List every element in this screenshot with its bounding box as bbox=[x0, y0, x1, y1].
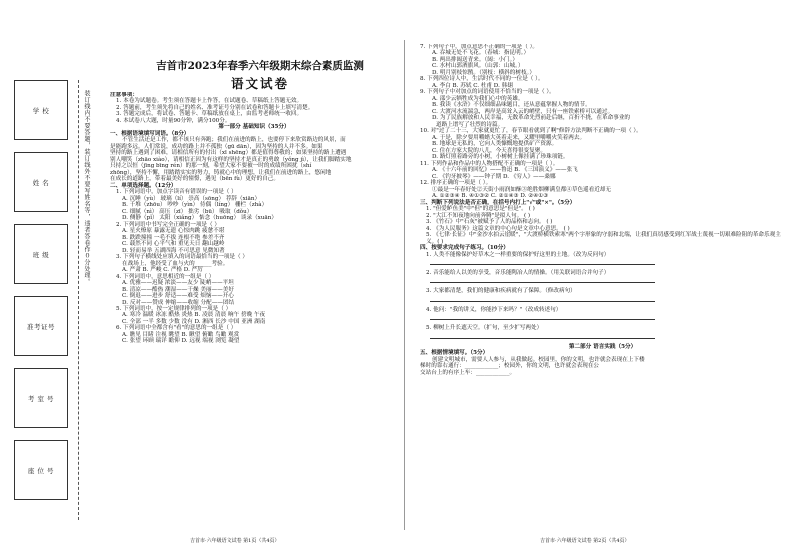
right-line: 三、判断下列说法是否正确，在括号内打上"√"或"×"。（5分） bbox=[420, 199, 576, 206]
right-line: 5. 《七律·长征》中"金沙水拍云崖暖"，"大渡桥横铁索寒"两个字形象的守弱和北端，让我们真切感受到红军战士蔑视一切艰难险阻的革命乐观主义。( ) bbox=[426, 232, 781, 245]
page-divider bbox=[404, 40, 405, 530]
left-line: B. 清凉——酷热 潮湿——干燥 美丽——美好 bbox=[122, 286, 234, 293]
left-line: B. 千堆（zhōu） 吵吵（yìn） 侍偶（líng） 栅栏（zhà） bbox=[122, 202, 268, 209]
right-line: A. ①②③④ B. ④①③② C. ②①④③ D. ②④①③ bbox=[432, 193, 549, 200]
right-line: A. 邵少云牺牲成为我们心中的英雄。 bbox=[432, 95, 524, 102]
right-line: 第二部分 语言实践（5分） bbox=[568, 343, 637, 350]
right-line: B. 我读《水浒》不仅细细品味题目，还从意蕴掌握人物的情节。 bbox=[432, 102, 591, 109]
right-line: 3. 大家都清楚，我们的健康和疾病就有了保障。（修改病句） bbox=[426, 288, 576, 295]
right-line: C. 《钓牙披琴》——钟子期 D. 《穷人》——桑娜 bbox=[432, 173, 556, 180]
right-line: A. 李白 B. 苏轼 C. 杜甫 D. 韩翃 bbox=[432, 82, 513, 89]
left-line: 二、单项选择题。（12分） bbox=[110, 182, 177, 189]
right-line: 2. "大江不知夜地向前奔腾"是拟人句。 ( ) bbox=[426, 212, 531, 219]
left-line: A. 寒冷 温暖 冰冻 酷热 炎热 B. 凌晨 清晨 晌午 傍晚 午夜 bbox=[122, 312, 266, 319]
name-field[interactable] bbox=[14, 152, 68, 212]
left-line: 一、根据语境填写词语。（8分） bbox=[110, 130, 190, 137]
left-line: C. 全部 一半 多数 少数 没有 D. 湘西 长沙 中国 亚洲 湖南 bbox=[122, 318, 266, 325]
left-line: 是能跑多远。人们常说，成功的路上并不孤独（gū dān），因为坚持的人并不多。如果 bbox=[110, 143, 323, 150]
right-line: 交站台上的有序上车：____________。 bbox=[420, 369, 516, 376]
left-line: C. 倒退——进步 舒适——难受 烦恼——开心 bbox=[122, 293, 234, 300]
notice-item: 3. 答题完成后，将试卷、答题卡、草稿纸放在桌上，由监考老师统一收回。 bbox=[116, 111, 303, 118]
school-field[interactable] bbox=[14, 80, 68, 140]
left-line: zhōng），坚持不懈，用踏踏实实的努力，铸就心中的理想，让我们在前进的路上，悠闲地 bbox=[110, 169, 332, 176]
right-line: C. 住在方家大院的八儿，今天喜得很变复聚。 bbox=[432, 147, 546, 154]
school-label: 学 校 bbox=[32, 106, 50, 115]
exam-room-field[interactable] bbox=[14, 368, 68, 428]
left-line: D. 反对——赞成 伸缩——收缩 分配——团结 bbox=[122, 299, 235, 306]
right-line: 3. 《竹石》中"石灰"被赋予了人的品格和志向。 ( ) bbox=[426, 219, 553, 226]
left-line: C. 细腻（nì） 高压（zī） 拙劣（bū） 吸取（dǒu） bbox=[122, 208, 253, 215]
seat-number-label: 座 位 号 bbox=[27, 466, 55, 475]
right-line: 1. 人类不能像保护好草木之一样重要的保护好这里的土地。（改为反问句） bbox=[426, 251, 610, 258]
right-line: 4. 他问："我的讲义，你能抄下来吗？"（改成转述句） bbox=[426, 306, 562, 313]
notice-item: 4. 本试卷八大题，时量90分钟，满分100分。 bbox=[116, 117, 231, 124]
right-line: D. 为了民族解放和人民幸福，无数革命先烈前赴后继，百折不挠，在革命事业的 bbox=[432, 115, 631, 122]
right-line: A. 于是，除夕要用嚼蜡大英着走来，又耀里嚼嚼火笑着两去。 bbox=[432, 134, 586, 141]
left-line: 4. 下列词语中，意思相近的一组是（ ） bbox=[116, 273, 215, 280]
right-line: 五、根据情境填写。（5分） bbox=[420, 350, 489, 357]
right-line: 2. 音乐能给人以美的享受，音乐能陶冶人的情操。（用关联词语合并句子） bbox=[426, 269, 610, 276]
exam-title: 吉首市2023年春季六年级期末综合素质监测 bbox=[156, 60, 364, 72]
right-page-footer: 吉首市·六年级语文试卷 第2页（共4页） bbox=[540, 538, 630, 544]
answer-line[interactable] bbox=[430, 258, 655, 265]
right-line: 四、按要求完成句子练习。（10分） bbox=[420, 245, 509, 252]
answer-line[interactable] bbox=[430, 332, 655, 339]
left-line: 5. 下列词语中，按一定规律排列的一项是（ ） bbox=[116, 305, 232, 312]
right-line: 5. 柳树上升长遮天空。（扩句，至少扩写两处） bbox=[426, 325, 543, 332]
left-line: 别人嘲笑（zhāo xiào），请相信正因为有这样的坚持才是真正的勇敢（yǒng jì），让我们脚踏实地 bbox=[110, 156, 352, 163]
right-line: B. 地球是无私的，它向人类慷慨地提供矿产资源。 bbox=[432, 141, 558, 148]
right-line: 11. 下列作品和作品中的人物搭配不正确的一项是（ ）。 bbox=[420, 160, 559, 167]
right-line: D. 明月别枝惊鹊。（别枝：横斜的树枝。） bbox=[432, 69, 535, 76]
notice-item: 1. 本卷为试题卷。考生须在答题卡上作答，在试题卷、草稿纸上答题无效。 bbox=[116, 98, 303, 105]
right-questions bbox=[420, 44, 785, 376]
seat-number-field[interactable] bbox=[14, 440, 68, 500]
class-field[interactable] bbox=[14, 224, 68, 284]
left-line: A. 严肃 B. 严峻 C. 严格 D. 严厉 bbox=[122, 267, 203, 274]
left-line: C. 载然不同 心平气和 重见天日 翻山越岭 bbox=[122, 241, 225, 248]
right-line: 4. 《为人民服务》这篇文章的中心句是文章中心意思。 ( ) bbox=[426, 225, 570, 232]
left-line: 只持之以恒（jīng bīng rén）的那一刻，希望大家不要被一时的成绩所困扰（shí bbox=[110, 163, 312, 170]
right-line: D. 路灯照着路旁的小树，小树树上像挂满了珍珠项链。 bbox=[432, 154, 569, 161]
answer-line[interactable] bbox=[430, 313, 655, 320]
seal-line-warning: 装订线内不要答题，装订线外不要写姓名等，违者答卷作０分处理。 bbox=[83, 90, 90, 285]
left-line: C. 张望 环顾 瑞详 瞻仰 D. 远视 端视 浏览 凝望 bbox=[122, 338, 240, 345]
right-line: B. 两出排闼送青来。（闼：小门。） bbox=[432, 56, 518, 63]
exam-subtitle: 语文试卷 bbox=[230, 76, 289, 91]
binding-sidebar bbox=[0, 80, 100, 520]
left-line: D. 侧静（pǐ） 太阳（xiǎng） 惦念（huōng） 谈录（xuān） bbox=[122, 215, 277, 222]
left-line: 1. 下列词语中，加点字读音有错误的一项是（ ） bbox=[116, 189, 237, 196]
left-line: 3. 下列句子横线处应填入的词语最恰当的一项是（ ） bbox=[116, 254, 248, 261]
right-line: ①最是一年春好处②天街小雨润如酥③绝胜烟柳满皇都④草色遥看近却无 bbox=[432, 186, 612, 193]
left-line: 不管生活还是工作，都不该只有奔跑；我们在前进的路上，也要停下来欣赏路边的风景，而 bbox=[122, 137, 346, 144]
exam-room-label: 考 室 号 bbox=[27, 394, 55, 403]
class-label: 班 级 bbox=[32, 250, 50, 259]
left-line: 坚持的路上遇到了困难，请相信所有的付出（xī shēng）都是值得尊敬的；如果坚持的路上遭遇 bbox=[110, 150, 347, 157]
left-line: 在战场上，他经受了血与火的______考验。 bbox=[122, 260, 229, 267]
right-line: 1. "但爱鲈鱼美"中"但"的意思是"但是"。 ( ) bbox=[426, 206, 535, 213]
name-label: 姓 名 bbox=[32, 178, 50, 187]
left-line: A. 沉睡（yù） 玻璃（lí） 崇高（sōng） 荐辞（xiān） bbox=[122, 195, 261, 202]
right-line: 8. 下列四位诗人中，生活时代不同的一位是（ ）。 bbox=[420, 76, 544, 83]
right-line: 9. 下列句子中对加点的词语使用不恰当的一项是（ ）。 bbox=[420, 89, 555, 96]
right-line: 7. 下列句子中，加点意思不正确的一项是（ ）。 bbox=[420, 44, 538, 50]
right-line: A. 吞城无处不飞花。（春城：指昆明。） bbox=[432, 50, 530, 57]
right-line: C. 大渡河水流湍急，两岸是高耸入云的峭壁，只有一座铁索桥可以通过。 bbox=[432, 108, 614, 115]
left-page-column bbox=[110, 92, 398, 532]
exam-number-label: 准考证号 bbox=[27, 322, 55, 331]
left-line: 在成长的道路上，带着最美好的憧憬，遇见（bēn fù）更好的自己。 bbox=[110, 176, 279, 183]
answer-line[interactable] bbox=[430, 276, 655, 283]
left-line: A. 优雅——迟疑 浓淡——友少 陡峭——平坦 bbox=[122, 280, 234, 287]
left-line: D. 轻而易举 五湖四海 不可思意 见微知著 bbox=[122, 247, 225, 254]
left-questions bbox=[110, 124, 398, 344]
right-line: 创建文明城市，需要人人参与，从我做起。校园里，你的文明，也许就会表现在上下楼 bbox=[432, 356, 645, 363]
answer-line[interactable] bbox=[430, 295, 655, 302]
notice-item: 2. 答题前，考生须先将自己的姓名、准考证号分别在试卷和答题卡上填写清楚。 bbox=[116, 104, 314, 111]
seal-dashed-line bbox=[78, 80, 79, 520]
right-line: C. 水村山郭酒旗风。（山郭：山城。） bbox=[432, 63, 524, 70]
left-line: 6. 下列词语中全都含有"看"的意思的一组是（ ） bbox=[116, 325, 237, 332]
left-line: 第一部分 基础知识（35分） bbox=[218, 124, 290, 131]
right-line: 道路上谱写了壮烈的诗篇。 bbox=[436, 121, 504, 128]
left-line: A. 瞧见 目睹 注视 眺望 B. 瞅望 俯瞰 鸟瞰 观赏 bbox=[122, 331, 240, 338]
left-line: 2. 下列词语中书写完全正确的一项是（ ） bbox=[116, 221, 220, 228]
right-line: 12. 排序正确的一项是（ ）。 bbox=[420, 180, 492, 187]
exam-number-field[interactable] bbox=[14, 296, 68, 356]
left-line: B. 跌跌撞撞 一毛不拔 连根不绝 参差不齐 bbox=[122, 234, 225, 241]
notice-heading: 注意事项： bbox=[110, 92, 138, 98]
right-line: A. 《十六年前的回忆》——鲁迅 B. 《三国演义》——张飞 bbox=[432, 167, 578, 174]
left-page-footer: 吉首市·六年级语文试卷 第1页（共4页） bbox=[190, 538, 280, 544]
right-line: 梯时的靠右通行：____________；校园外，你的文明，也许就会表现在公 bbox=[420, 363, 600, 370]
right-line: 10. 对"过了二十三，大家就更忙了，春节眼看就到了啊"修辞方法判断不正确的一项（ ）。 bbox=[420, 128, 642, 135]
right-page-column bbox=[420, 44, 785, 532]
left-line: A. 星火燎原 暴露无遗 心惊肉跳 疲惫不堪 bbox=[122, 228, 225, 235]
